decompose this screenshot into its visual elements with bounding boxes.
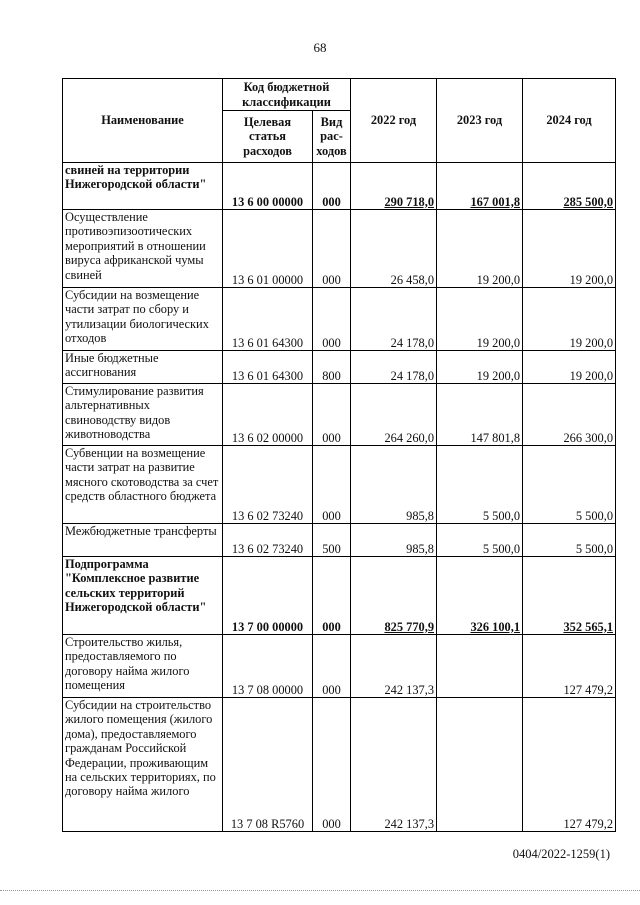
row-target: 13 7 08 R5760 [223,698,313,832]
row-2022: 242 137,3 [351,635,437,698]
row-2023: 19 200,0 [437,351,523,384]
row-2022: 26 458,0 [351,210,437,288]
table-row [63,163,616,210]
row-2024: 19 200,0 [523,210,616,288]
row-2022: 290 718,0 [351,163,437,210]
row-name: Строительство жилья, предоставляемого по договору найма жилого помещения [63,635,223,698]
row-kind: 000 [313,288,351,351]
table-row [63,351,616,384]
row-target: 13 6 02 73240 [223,446,313,524]
row-2024: 127 479,2 [523,635,616,698]
header-2023: 2023 год [437,79,523,163]
table-row [63,384,616,446]
row-name: Стимулирование развития альтернативных свиноводству видов животноводства [63,384,223,446]
row-kind: 000 [313,557,351,635]
header-2024: 2024 год [523,79,616,163]
row-2023: 147 801,8 [437,384,523,446]
row-kind: 000 [313,446,351,524]
table-row [63,210,616,288]
table-row [63,557,616,635]
row-target: 13 6 01 64300 [223,288,313,351]
row-2022: 264 260,0 [351,384,437,446]
row-2022: 242 137,3 [351,698,437,832]
row-2024: 5 500,0 [523,446,616,524]
row-name: Осуществление противоэпизоотических мероприятий в отношении вируса африканской чумы свиней [63,210,223,288]
row-2024: 352 565,1 [523,557,616,635]
row-kind: 500 [313,524,351,557]
row-name: свиней на территории Нижегородской области" [63,163,223,210]
document-code: 0404/2022-1259(1) [512,847,610,861]
row-2024: 5 500,0 [523,524,616,557]
row-2022: 24 178,0 [351,351,437,384]
row-2023 [437,698,523,832]
row-2022: 24 178,0 [351,288,437,351]
row-2024: 127 479,2 [523,698,616,832]
row-target: 13 6 01 64300 [223,351,313,384]
row-kind: 000 [313,698,351,832]
row-kind: 000 [313,384,351,446]
header-target: Целевая статья расходов [223,111,313,163]
row-kind: 000 [313,635,351,698]
row-2022: 985,8 [351,446,437,524]
row-kind: 000 [313,210,351,288]
row-2024: 19 200,0 [523,288,616,351]
row-name: Субвенции на возмещение части затрат на развитие мясного скотоводства за счет средств областного бюджета [63,446,223,524]
row-name: Подпрограмма "Комплексное развитие сельских территорий Нижегородской области" [63,557,223,635]
header-code-group: Код бюджетной классификации [223,79,351,111]
row-name: Субсидии на возмещение части затрат по сбору и утилизации биологических отходов [63,288,223,351]
header-2022: 2022 год [351,79,437,163]
row-target: 13 7 08 00000 [223,635,313,698]
row-target: 13 7 00 00000 [223,557,313,635]
row-2023: 5 500,0 [437,524,523,557]
header-name: Наименование [63,79,223,163]
row-2024: 19 200,0 [523,351,616,384]
row-kind: 000 [313,163,351,210]
row-target: 13 6 01 00000 [223,210,313,288]
table-row [63,698,616,832]
row-target: 13 6 02 73240 [223,524,313,557]
row-2023: 5 500,0 [437,446,523,524]
table-row [63,524,616,557]
table-row [63,635,616,698]
row-2024: 266 300,0 [523,384,616,446]
row-kind: 800 [313,351,351,384]
page-divider [0,890,640,891]
budget-table [62,78,616,832]
row-target: 13 6 02 00000 [223,384,313,446]
row-2023: 326 100,1 [437,557,523,635]
table-row [63,446,616,524]
table-row [63,288,616,351]
row-2024: 285 500,0 [523,163,616,210]
row-name: Субсидии на строительство жилого помещения (жилого дома), предоставляемого гражданам Российской Федерации, проживающим на сельских территориях, по договору найма жилого [63,698,223,832]
row-2023 [437,635,523,698]
row-2023: 19 200,0 [437,210,523,288]
row-name: Иные бюджетные ассигнования [63,351,223,384]
row-name: Межбюджетные трансферты [63,524,223,557]
row-2023: 167 001,8 [437,163,523,210]
row-2022: 825 770,9 [351,557,437,635]
row-2023: 19 200,0 [437,288,523,351]
header-kind: Вид рас-ходов [313,111,351,163]
row-2022: 985,8 [351,524,437,557]
row-target: 13 6 00 00000 [223,163,313,210]
page-number: 68 [313,40,327,55]
